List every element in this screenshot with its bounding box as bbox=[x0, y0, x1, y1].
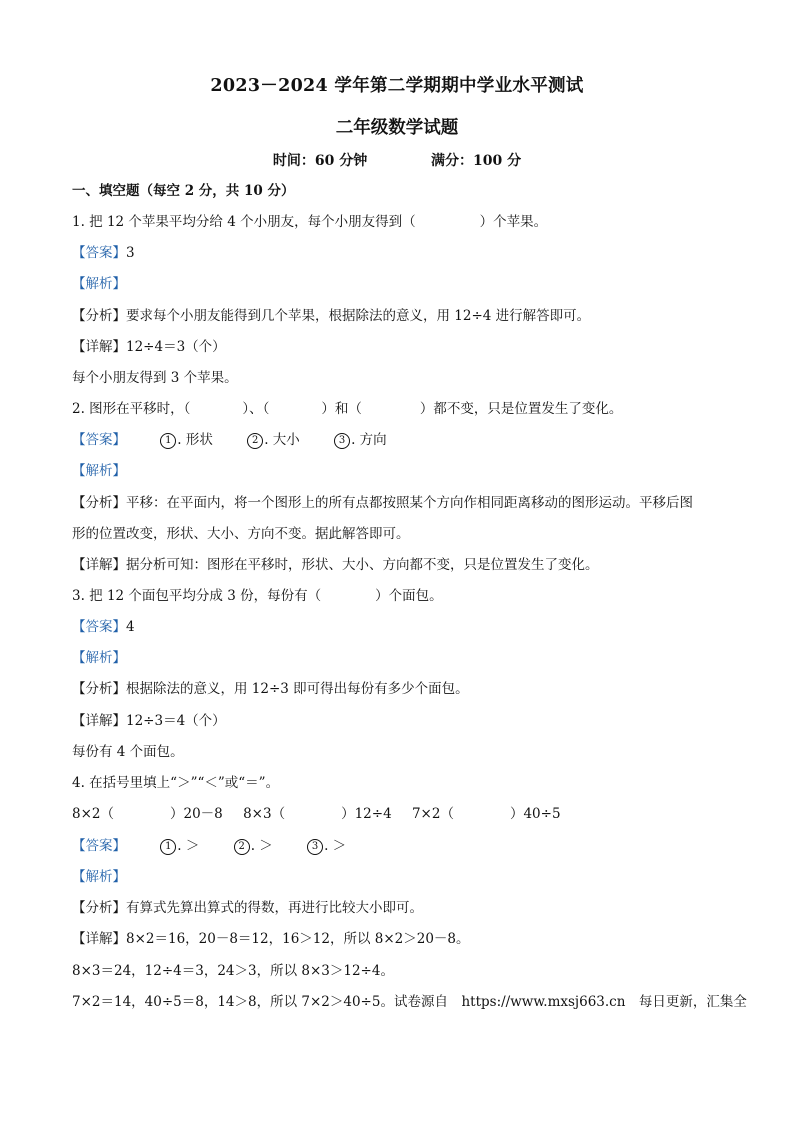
q4-fenxi bbox=[72, 898, 423, 918]
q2-answer-tag: 【答案】 bbox=[72, 432, 126, 448]
q4-expr2-b: ）12÷4 bbox=[341, 806, 392, 822]
q1-question bbox=[72, 212, 547, 232]
q1-answer-tag: 【答案】 bbox=[72, 245, 126, 261]
q2-answer bbox=[72, 430, 387, 450]
q2-question bbox=[72, 399, 622, 419]
q4-expr3-a: 7×2（ bbox=[411, 806, 454, 822]
q4-xiangjie bbox=[72, 929, 470, 949]
q4-expr1-a: 8×2（ bbox=[72, 806, 114, 822]
q2-answer-2: . 大小 bbox=[264, 432, 300, 448]
q2-fenxi-tag: 【分析】 bbox=[72, 495, 126, 511]
q4-answer-3: . ＞ bbox=[324, 838, 347, 854]
q4-expr1-b: ）20－8 bbox=[170, 806, 223, 822]
q2-fenxi-text-1: 平移：在平面内，将一个图形上的所有点都按照某个方向作相同距离移动的图形运动。平移后图 bbox=[126, 495, 693, 511]
q4-answer bbox=[72, 836, 346, 856]
q3-analysis-tag: 【解析】 bbox=[72, 650, 126, 666]
q4-xiangjie-tag: 【详解】 bbox=[72, 931, 126, 947]
circled-number-icon: 1 bbox=[160, 839, 176, 855]
q2-xiangjie-text: 据分析可知：图形在平移时，形状、大小、方向都不变，只是位置发生了变化。 bbox=[126, 557, 599, 573]
q3-conclusion: 每份有 4 个面包。 bbox=[72, 744, 184, 760]
circled-number-icon: 3 bbox=[307, 839, 323, 855]
q3-answer-tag: 【答案】 bbox=[72, 619, 126, 635]
circled-number-icon: 3 bbox=[334, 433, 350, 449]
q1-xiangjie bbox=[72, 337, 226, 357]
q4-line-3 bbox=[72, 992, 747, 1012]
exam-score: 满分：100 分 bbox=[431, 153, 522, 169]
q2-question-c: ）和（ bbox=[321, 401, 362, 417]
q3-question-a: 3. 把 12 个面包平均分成 3 份，每份有（ bbox=[72, 588, 322, 604]
q4-expressions bbox=[72, 804, 561, 824]
exam-time: 时间：60 分钟 bbox=[272, 153, 368, 169]
q4-expr2-a: 8×3（ bbox=[243, 806, 286, 822]
q3-fenxi-text: 根据除法的意义，用 12÷3 即可得出每份有多少个面包。 bbox=[126, 681, 469, 697]
q3-fenxi bbox=[72, 679, 469, 699]
q3-answer bbox=[72, 617, 135, 637]
q3-answer-value: 4 bbox=[126, 619, 135, 635]
q2-fenxi-1 bbox=[72, 493, 693, 513]
circled-number-icon: 2 bbox=[234, 839, 250, 855]
q1-conclusion: 每个小朋友得到 3 个苹果。 bbox=[72, 370, 238, 386]
q4-analysis-tag: 【解析】 bbox=[72, 869, 126, 885]
q4-answer-2: . ＞ bbox=[250, 838, 273, 854]
watermark-text: 试卷源自 https://www.mxsj663.cn 每日更新，汇集全 bbox=[393, 994, 747, 1010]
q4-expr3-b: ）40÷5 bbox=[509, 806, 561, 822]
q4-fenxi-text: 有算式先算出算式的得数，再进行比较大小即可。 bbox=[126, 900, 423, 916]
circled-number-icon: 1 bbox=[160, 433, 176, 449]
q3-xiangjie-tag: 【详解】 bbox=[72, 713, 126, 729]
q2-analysis-tag: 【解析】 bbox=[72, 463, 126, 479]
q4-answer-1: . ＞ bbox=[177, 838, 200, 854]
q4-fenxi-tag: 【分析】 bbox=[72, 900, 126, 916]
q2-answer-3: . 方向 bbox=[351, 432, 387, 448]
q2-question-d: ）都不变，只是位置发生了变化。 bbox=[419, 401, 623, 417]
q2-xiangjie bbox=[72, 555, 599, 575]
q3-fenxi-tag: 【分析】 bbox=[72, 681, 126, 697]
q4-line-3-text: 7×2＝14，40÷5＝8，14＞8，所以 7×2＞40÷5。 bbox=[72, 994, 394, 1010]
q1-analysis-tag: 【解析】 bbox=[72, 276, 126, 292]
q2-xiangjie-tag: 【详解】 bbox=[72, 557, 126, 573]
q3-question-b: ）个面包。 bbox=[375, 588, 443, 604]
q3-question bbox=[72, 586, 443, 606]
q3-xiangjie bbox=[72, 711, 226, 731]
q4-xiangjie-text: 8×2＝16，20－8＝12，16＞12，所以 8×2＞20－8。 bbox=[126, 931, 470, 947]
q2-answer-1: . 形状 bbox=[177, 432, 213, 448]
exam-subtitle: 二年级数学试题 bbox=[335, 118, 459, 138]
q1-question-b: ）个苹果。 bbox=[479, 214, 548, 230]
q2-question-a: 2. 图形在平移时，（ bbox=[72, 401, 191, 417]
section-heading: 一、填空题（每空 2 分，共 10 分） bbox=[72, 183, 295, 199]
q3-xiangjie-text: 12÷3＝4（个） bbox=[126, 713, 226, 729]
q1-xiangjie-tag: 【详解】 bbox=[72, 339, 126, 355]
circled-number-icon: 2 bbox=[247, 433, 263, 449]
q1-fenxi bbox=[72, 306, 590, 326]
q1-fenxi-text: 要求每个小朋友能得到几个苹果，根据除法的意义，用 12÷4 进行解答即可。 bbox=[126, 308, 591, 324]
q1-fenxi-tag: 【分析】 bbox=[72, 308, 126, 324]
q1-question-a: 1. 把 12 个苹果平均分给 4 个小朋友，每个小朋友得到（ bbox=[72, 214, 416, 230]
q1-answer bbox=[72, 243, 135, 263]
exam-title: 2023－2024 学年第二学期期中学业水平测试 bbox=[210, 76, 584, 96]
q1-answer-value: 3 bbox=[126, 245, 135, 261]
q1-xiangjie-text: 12÷4＝3（个） bbox=[126, 339, 226, 355]
q4-line-2: 8×3＝24，12÷4＝3，24＞3，所以 8×3＞12÷4。 bbox=[72, 963, 394, 979]
q4-question: 4. 在括号里填上“＞”“＜”或“＝”。 bbox=[72, 775, 280, 791]
q2-question-b: ）、（ bbox=[242, 401, 270, 417]
q4-answer-tag: 【答案】 bbox=[72, 838, 126, 854]
q2-fenxi-2: 形的位置改变，形状、大小、方向不变。据此解答即可。 bbox=[72, 526, 410, 542]
exam-meta bbox=[0, 150, 794, 170]
